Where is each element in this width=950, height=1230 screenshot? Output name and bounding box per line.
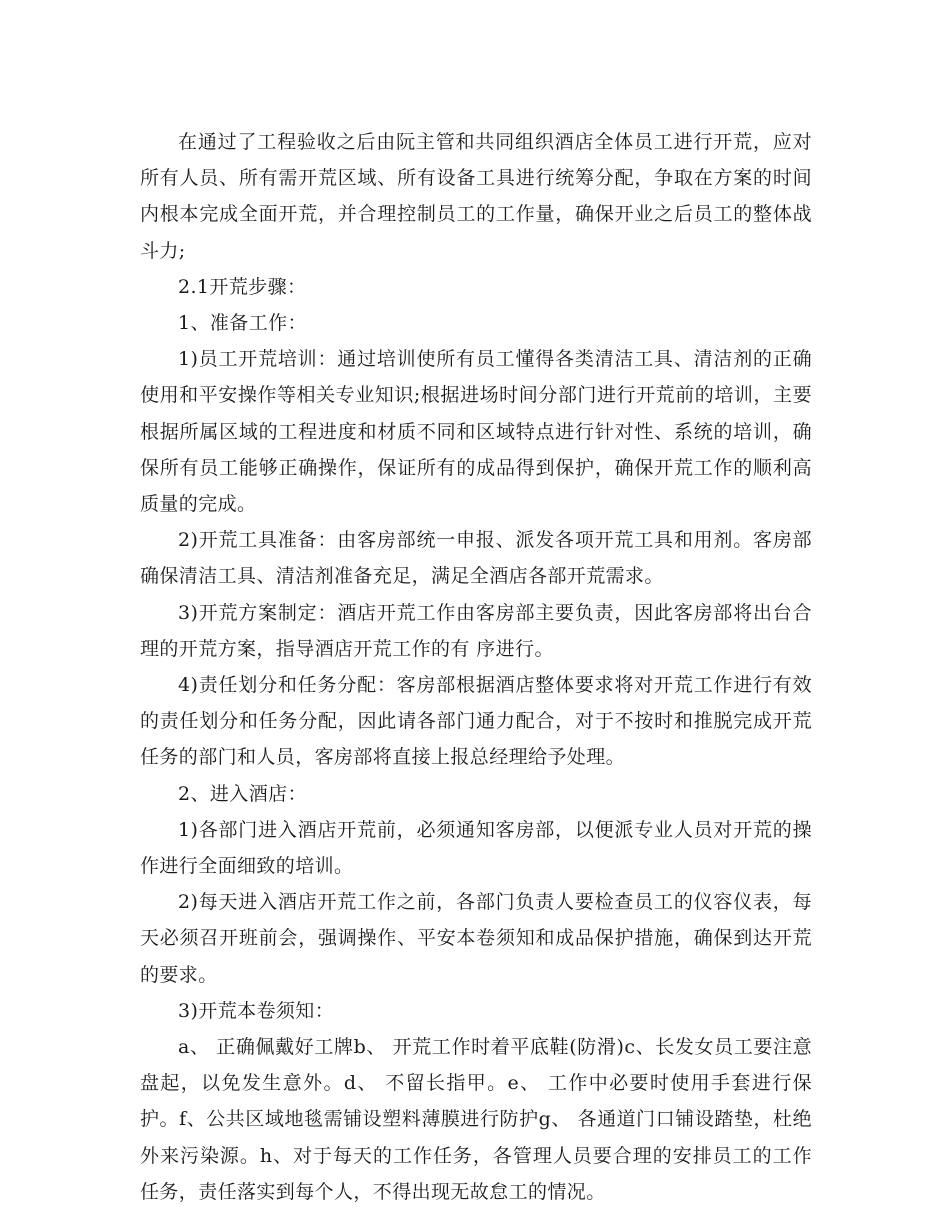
paragraph-training: 1)员工开荒培训：通过培训使所有员工懂得各类清洁工具、清洁剂的正确使用和平安操作等相关专业知识;根据进场时间分部门进行开荒前的培训，主要根据所属区域的工程进度和材质不同和区域特点进行针对性、系统的培训，确保所有员工能够正确操作，保证所有的成品得到保护，确保开荒工作的顺利高质量的完成。 xyxy=(140,348,812,516)
paragraph-notify: 1)各部门进入酒店开荒前，必须通知客房部，以便派专业人员对开荒的操作进行全面细致的培训。 xyxy=(140,818,812,878)
paragraph-intro: 在通过了工程验收之后由阮主管和共同组织酒店全体员工进行开荒，应对所有人员、所有需开荒区域、所有设备工具进行统筹分配，争取在方案的时间内根本完成全面开荒，并合理控制员工的工作量，确保开业之后员工的整体战斗力; xyxy=(140,131,812,262)
subheading-enter-hotel: 2、进入酒店： xyxy=(178,782,307,805)
paragraph-daily-check: 2)每天进入酒店开荒工作之前，各部门负责人要检查员工的仪容仪表，每天必须召开班前会，强调操作、平安本卷须知和成品保护措施，确保到达开荒的要求。 xyxy=(140,891,812,986)
paragraph-tools: 2)开荒工具准备：由客房部统一申报、派发各项开荒工具和用剂。客房部确保清洁工具、清洁剂准备充足，满足全酒店各部开荒需求。 xyxy=(140,529,812,588)
paragraph-responsibility: 4)责任划分和任务分配：客房部根据酒店整体要求将对开荒工作进行有效的责任划分和任务分配，因此请各部门通力配合，对于不按时和推脱完成开荒任务的部门和人员，客房部将直接上报总经理给予处理。 xyxy=(140,674,812,769)
section-heading-steps: 2.1开荒步骤： xyxy=(178,275,307,298)
paragraph-notice-items: a、 正确佩戴好工牌b、 开荒工作时着平底鞋(防滑)c、长发女员工要注意盘起，以免发生意外。d、 不留长指甲。e、 工作中必要时使用手套进行保护。f、公共区域地毯需铺设塑料薄膜进行防护g、 各通道门口铺设踏垫，杜绝外来污染源。h、对于每天的工作任务，各管理人员要合理的安排员工的工作任务，责任落实到每个人，不得出现无故怠工的情况。 xyxy=(140,1036,812,1203)
paragraph-plan: 3)开荒方案制定：酒店开荒工作由客房部主要负责，因此客房部将出台合理的开荒方案，指导酒店开荒工作的有 序进行。 xyxy=(140,601,812,660)
subheading-preparation: 1、准备工作： xyxy=(178,312,307,335)
document-body xyxy=(140,124,812,1210)
subheading-notice: 3)开荒本卷须知： xyxy=(178,999,335,1022)
